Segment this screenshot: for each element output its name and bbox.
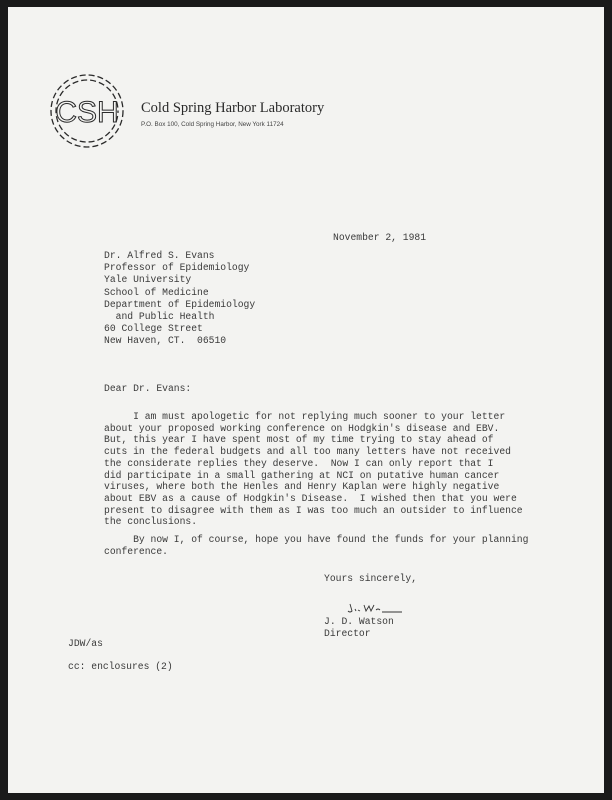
organization-address: P.O. Box 100, Cold Spring Harbor, New York 11724 [141,121,284,128]
closing: Yours sincerely, [324,573,418,584]
salutation: Dear Dr. Evans: [104,383,192,394]
cc-line: cc: enclosures (2) [68,661,173,672]
address-line: 60 College Street [104,323,203,335]
signer-title: Director [324,628,371,639]
address-line: Dr. Alfred S. Evans [104,250,215,261]
address-line: and Public Health [104,311,215,323]
body-paragraph: I am must apologetic for not replying much sooner to your letter about your proposed working conference on Hodgkin's disease and EBV. But, this year I have spent most of my time trying to stay ahead of cuts in the federal budgets and all too many letters have not received the considerate replies they deserve. Now I can only report that I did participate in a small gathering at NCI on putative human cancer viruses, where both the Henles and Henry Kaplan were highly negative about EBV as a cause of Hodgkin's Disease. I wished then that you were present to disagree with them as I was too much an outsider to influence the conclusions. [104,411,523,528]
logo-text: CSH [55,96,119,129]
address-line: School of Medicine [104,286,209,298]
letter-page [8,7,604,793]
csh-dna-ring-logo [45,69,129,153]
organization-name: Cold Spring Harbor Laboratory [141,100,325,116]
letter-date: November 2, 1981 [333,232,427,243]
signer-name: J. D. Watson [324,616,394,627]
address-line: Yale University [104,274,192,286]
body-paragraph: By now I, of course, hope you have found the funds for your planning conference. [104,534,529,557]
address-line: Professor of Epidemiology [104,262,250,274]
signature [346,601,406,615]
recipient-address [104,250,255,348]
address-line: Department of Epidemiology [104,298,256,310]
address-line: New Haven, CT. 06510 [104,335,227,347]
typist-initials: JDW/as [68,638,103,649]
